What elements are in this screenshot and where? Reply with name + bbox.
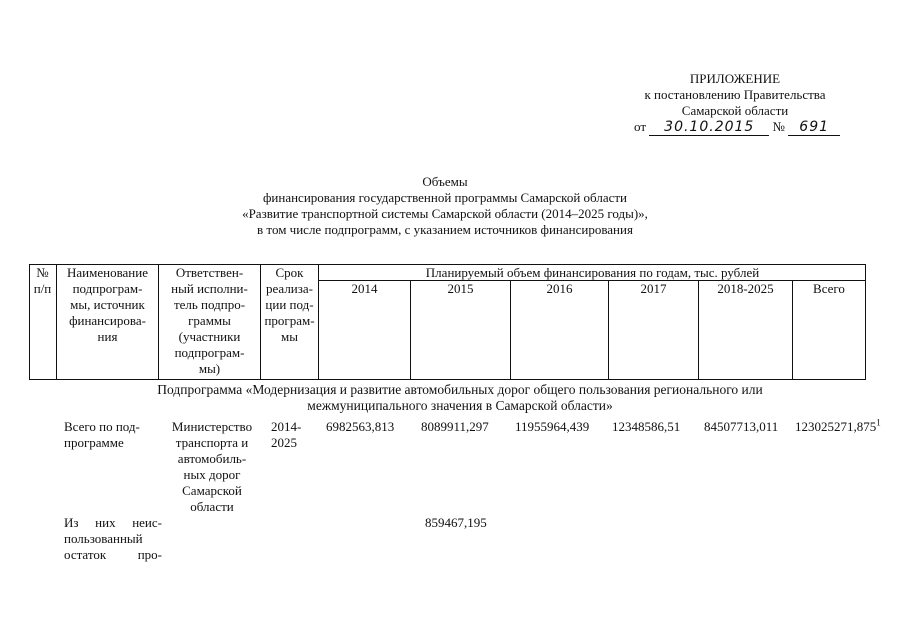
header-year-2015: 2015 <box>447 281 474 296</box>
row1-exec-l6: области <box>190 499 234 514</box>
grid-v10 <box>865 264 866 380</box>
header-term-l5: мы <box>281 329 298 344</box>
header-executor <box>159 265 260 377</box>
header-year-2017: 2017 <box>640 281 667 296</box>
subprogram-title <box>60 382 860 414</box>
header-year-2014: 2014 <box>351 281 378 296</box>
row1-exec-l3: автомобиль- <box>177 451 247 466</box>
header-name-l1: Наименование <box>67 265 148 280</box>
header-name-l3: мы, источник <box>70 297 145 312</box>
appendix-signature <box>560 119 905 136</box>
row2-name-l2: пользованный <box>64 531 143 546</box>
subprogram-title-l1: Подпрограмма «Модернизация и развитие автомобильных дорог общего пользования регионального или <box>157 382 763 397</box>
header-term-l2: реализа- <box>266 281 313 296</box>
row1-exec-l4: ных дорог <box>183 467 241 482</box>
footnote-marker: 1 <box>876 417 881 428</box>
header-name-l2: подпрограм- <box>72 281 143 296</box>
handwritten-date: 30.10.2015 <box>649 120 769 136</box>
header-term-l3: ции под- <box>265 297 314 312</box>
row1-executor <box>163 419 261 515</box>
row2-name-l1: Из них неис- <box>64 515 162 530</box>
header-exec-l7: мы) <box>198 361 221 376</box>
subprogram-title-l2: межмуниципального значения в Самарской области» <box>307 398 613 413</box>
row1-value-2016: 11955964,439 <box>515 419 590 434</box>
row1-term-l2: 2025 <box>271 435 297 450</box>
row1-value-2017: 12348586,51 <box>612 419 681 434</box>
header-exec-l5: (участники <box>178 329 241 344</box>
header-name <box>57 265 158 345</box>
appendix-title: ПРИЛОЖЕНИЕ <box>689 71 781 86</box>
header-term-l1: Срок <box>275 265 304 280</box>
document-title <box>130 174 760 238</box>
header-exec-l4: граммы <box>188 313 231 328</box>
row2-name <box>64 515 162 563</box>
title-line1: Объемы <box>422 174 468 189</box>
row2-value-2015: 859467,195 <box>425 515 487 530</box>
row1-value-2014: 6982563,813 <box>326 419 395 434</box>
header-exec-l3: тель подпро- <box>173 297 246 312</box>
row1-name <box>64 419 162 451</box>
grid-bottom <box>29 379 866 380</box>
header-total: Всего <box>813 281 845 296</box>
header-name-l5: ния <box>97 329 118 344</box>
handwritten-number: 691 <box>788 120 840 136</box>
row1-value-total <box>795 419 881 435</box>
row1-value-2015: 8089911,297 <box>421 419 489 434</box>
header-year-2016: 2016 <box>546 281 573 296</box>
title-line2: финансирования государственной программы Самарской области <box>262 190 627 205</box>
header-term-l4: програм- <box>264 313 315 328</box>
row1-term <box>271 419 311 451</box>
number-prefix: № <box>772 119 785 134</box>
header-exec-l6: подпрограм- <box>174 345 245 360</box>
row2-name-l3: остаток про- <box>64 547 162 562</box>
header-term <box>261 265 318 345</box>
row1-exec-l5: Самарской <box>182 483 242 498</box>
appendix-line2: Самарской области <box>681 103 789 118</box>
title-line4: в том числе подпрограмм, с указанием источников финансирования <box>257 222 633 237</box>
header-num-l1: № <box>36 265 49 280</box>
row1-name-l2: программе <box>64 435 124 450</box>
row1-term-l1: 2014- <box>271 419 302 434</box>
header-num-l2: п/п <box>33 281 52 296</box>
header-num <box>29 265 56 297</box>
header-planned: Планируемый объем финансирования по годам, тыс. рублей <box>425 265 760 280</box>
header-exec-l1: Ответствен- <box>175 265 244 280</box>
row1-exec-l1: Министерство <box>171 419 253 434</box>
row1-exec-l2: транспорта и <box>175 435 249 450</box>
appendix-header <box>560 71 905 136</box>
appendix-line1: к постановлению Правительства <box>644 87 826 102</box>
title-line3: «Развитие транспортной системы Самарской области (2014–2025 годы)», <box>242 206 648 221</box>
row1-value-2018-2025: 84507713,011 <box>704 419 779 434</box>
row1-name-l1: Всего по под- <box>64 419 140 434</box>
header-exec-l2: ный исполни- <box>171 281 248 296</box>
row1-total-value: 123025271,875 <box>795 419 877 434</box>
date-prefix: от <box>634 119 647 134</box>
header-year-2018-2025: 2018-2025 <box>717 281 774 296</box>
header-name-l4: финансирова- <box>69 313 146 328</box>
